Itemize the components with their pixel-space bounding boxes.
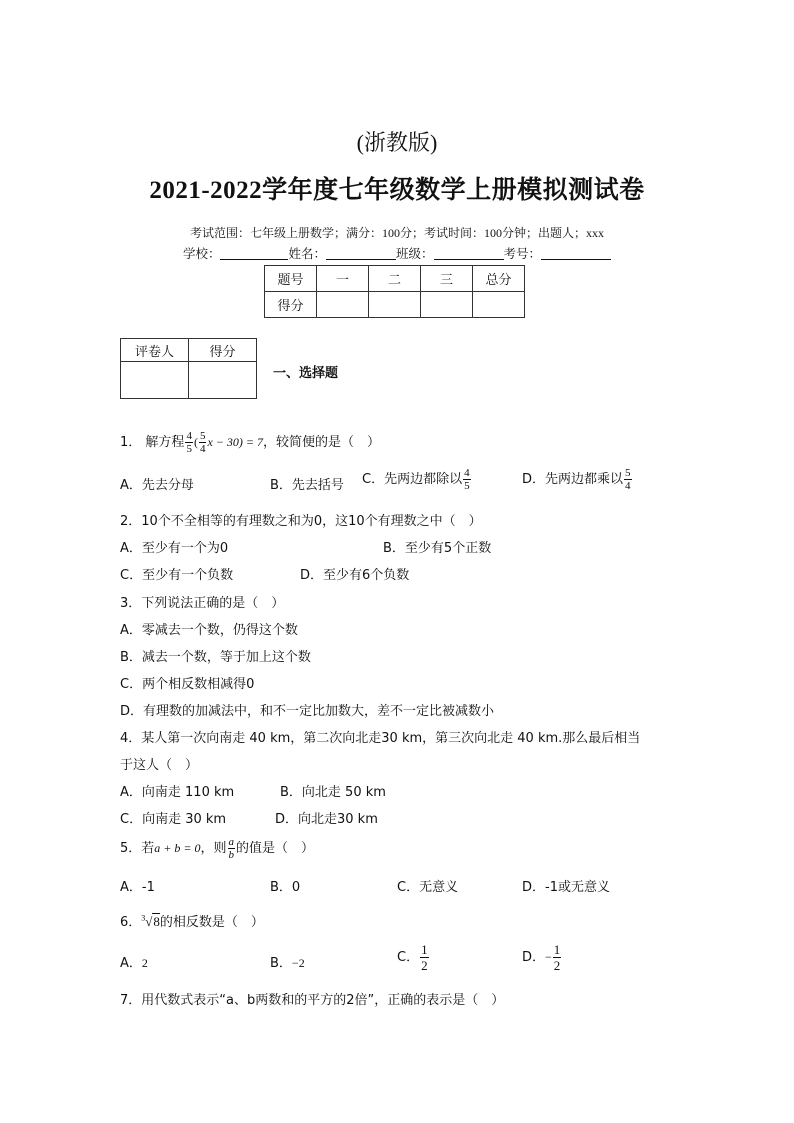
question-2 bbox=[120, 510, 482, 529]
school-blank[interactable] bbox=[220, 247, 288, 260]
fraction bbox=[624, 467, 632, 492]
question-text: 下列说法正确的是（ ） bbox=[141, 596, 285, 611]
question-text: 用代数式表示“a、b两数和的平方的2倍”，正确的表示是（ ） bbox=[141, 993, 505, 1008]
class-blank[interactable] bbox=[434, 247, 504, 260]
fraction bbox=[185, 430, 193, 455]
numerator: 4 bbox=[464, 467, 470, 479]
score-cell[interactable] bbox=[421, 292, 473, 318]
score-header-cell: 二 bbox=[369, 266, 421, 292]
option-b[interactable]: B．向北走 50 km bbox=[280, 785, 386, 800]
radicand: 8 bbox=[153, 914, 160, 929]
question-5 bbox=[120, 836, 314, 861]
question-1 bbox=[120, 430, 380, 455]
option-d[interactable]: D．至少有6个负数 bbox=[300, 568, 410, 583]
question-number: 2． bbox=[120, 514, 142, 529]
score-header-cell: 三 bbox=[421, 266, 473, 292]
grader-cell[interactable] bbox=[189, 362, 257, 399]
question-number: 1． bbox=[120, 435, 142, 450]
option-text: D．先两边都乘以 bbox=[522, 472, 624, 487]
question-text: 的相反数是（ ） bbox=[159, 915, 264, 930]
score-cell[interactable] bbox=[317, 292, 369, 318]
option-d[interactable] bbox=[522, 942, 562, 973]
option-c[interactable]: C．至少有一个负数 bbox=[120, 568, 234, 583]
denominator: 5 bbox=[464, 480, 470, 492]
option-a[interactable]: A．向南走 110 km bbox=[120, 785, 235, 800]
numerator: 1 bbox=[553, 942, 561, 957]
question-6 bbox=[120, 911, 264, 930]
option-a[interactable]: A．零减去一个数，仍得这个数 bbox=[120, 623, 298, 638]
question-text: 10个不全相等的有理数之和为0，这10个有理数之中（ ） bbox=[141, 514, 482, 529]
fraction bbox=[463, 467, 471, 492]
option-c[interactable]: C．向南走 30 km bbox=[120, 812, 227, 827]
numerator: 4 bbox=[186, 430, 192, 442]
denominator: 5 bbox=[186, 443, 192, 455]
option-c[interactable]: C．无意义 bbox=[397, 880, 459, 895]
question-text: ，较简便的是（ ） bbox=[262, 435, 380, 450]
grader-value-row bbox=[121, 362, 257, 399]
question-text: ，则 bbox=[200, 841, 227, 856]
fraction bbox=[553, 942, 562, 973]
option-d[interactable]: D．-1或无意义 bbox=[522, 880, 610, 895]
option-value: 2 bbox=[141, 956, 148, 970]
exam-number-label: 考号： bbox=[503, 247, 542, 261]
fraction bbox=[228, 836, 236, 861]
grader-header-cell: 评卷人 bbox=[121, 339, 189, 362]
option-b[interactable]: B．至少有5个正数 bbox=[383, 541, 492, 556]
option-c[interactable] bbox=[362, 467, 472, 492]
option-a[interactable]: A．-1 bbox=[120, 880, 155, 895]
option-text: C． bbox=[397, 950, 420, 965]
question-4 bbox=[120, 727, 640, 746]
option-text: C．先两边都除以 bbox=[362, 472, 463, 487]
option-d[interactable] bbox=[522, 467, 633, 492]
question-7 bbox=[120, 989, 504, 1008]
question-number: 4． bbox=[120, 731, 142, 746]
grader-header-cell: 得分 bbox=[189, 339, 257, 362]
school-label: 学校： bbox=[182, 247, 221, 261]
fraction bbox=[420, 942, 429, 973]
score-header-cell: 一 bbox=[317, 266, 369, 292]
question-4-continued: 于这人（ ） bbox=[120, 758, 199, 773]
question-number: 7． bbox=[120, 993, 142, 1008]
denominator: 2 bbox=[421, 958, 428, 973]
option-b[interactable] bbox=[270, 952, 305, 971]
option-c[interactable] bbox=[397, 942, 430, 973]
name-blank[interactable] bbox=[326, 247, 396, 260]
score-cell[interactable] bbox=[369, 292, 421, 318]
question-3 bbox=[120, 592, 284, 611]
root-index: 3 bbox=[141, 913, 146, 923]
score-cell[interactable] bbox=[473, 292, 525, 318]
question-text: 某人第一次向南走 40 km，第二次向北走30 km，第三次向北走 40 km.那么最后相当 bbox=[141, 731, 641, 746]
section-title: 一、选择题 bbox=[273, 366, 339, 381]
math-expression: a + b = 0 bbox=[154, 841, 201, 855]
option-a[interactable] bbox=[120, 952, 148, 971]
numerator: 5 bbox=[199, 430, 206, 442]
question-text: 解方程 bbox=[145, 435, 185, 450]
option-b[interactable]: B．减去一个数，等于加上这个数 bbox=[120, 650, 311, 665]
exam-info: 考试范围：七年级上册数学；满分：100分；考试时间：100分钟；出题人；xxx bbox=[189, 226, 604, 240]
question-number: 6． bbox=[120, 915, 142, 930]
score-table bbox=[264, 265, 525, 318]
option-sign: − bbox=[545, 950, 552, 964]
exam-title: 2021-2022学年度七年级数学上册模拟测试卷 bbox=[149, 177, 645, 204]
score-header-row bbox=[265, 266, 525, 292]
option-c[interactable]: C．两个相反数相减得0 bbox=[120, 677, 255, 692]
denominator: 2 bbox=[553, 958, 561, 973]
score-value-row bbox=[265, 292, 525, 318]
option-text: D． bbox=[522, 950, 546, 965]
denominator: 4 bbox=[199, 443, 206, 455]
option-a[interactable]: A．先去分母 bbox=[120, 478, 194, 493]
numerator: 5 bbox=[625, 467, 631, 479]
option-text: B． bbox=[270, 956, 292, 971]
option-value: −2 bbox=[291, 956, 305, 970]
denominator: 4 bbox=[625, 480, 631, 492]
question-number: 3． bbox=[120, 596, 142, 611]
option-d[interactable]: D．向北走30 km bbox=[275, 812, 378, 827]
grader-table bbox=[120, 338, 257, 399]
grader-cell[interactable] bbox=[121, 362, 189, 399]
option-text: A． bbox=[120, 956, 142, 971]
grader-header-row bbox=[121, 339, 257, 362]
edition-label: (浙教版) bbox=[356, 130, 438, 155]
math-paren: ( bbox=[193, 435, 198, 449]
math-expression: x − 30) = 7 bbox=[207, 435, 263, 449]
denominator: b bbox=[228, 849, 235, 861]
score-row-label: 得分 bbox=[265, 292, 317, 318]
exam-number-blank[interactable] bbox=[541, 247, 611, 260]
fraction bbox=[199, 430, 207, 455]
question-text: 的值是（ ） bbox=[236, 841, 315, 856]
option-a[interactable]: A．至少有一个为0 bbox=[120, 541, 229, 556]
score-header-cell: 题号 bbox=[265, 266, 317, 292]
option-d[interactable]: D．有理数的加减法中，和不一定比加数大，差不一定比被减数小 bbox=[120, 704, 495, 719]
class-label: 班级： bbox=[396, 247, 434, 261]
question-text: 若 bbox=[141, 841, 155, 856]
numerator: 1 bbox=[421, 942, 428, 957]
score-header-cell: 总分 bbox=[473, 266, 525, 292]
option-b[interactable]: B．先去括号 bbox=[270, 478, 344, 493]
option-b[interactable]: B．0 bbox=[270, 880, 301, 895]
student-fields bbox=[0, 244, 794, 262]
numerator: a bbox=[228, 836, 235, 848]
question-number: 5． bbox=[120, 841, 142, 856]
name-label: 姓名： bbox=[288, 247, 326, 261]
cube-root: $^3$√8 bbox=[141, 913, 160, 929]
